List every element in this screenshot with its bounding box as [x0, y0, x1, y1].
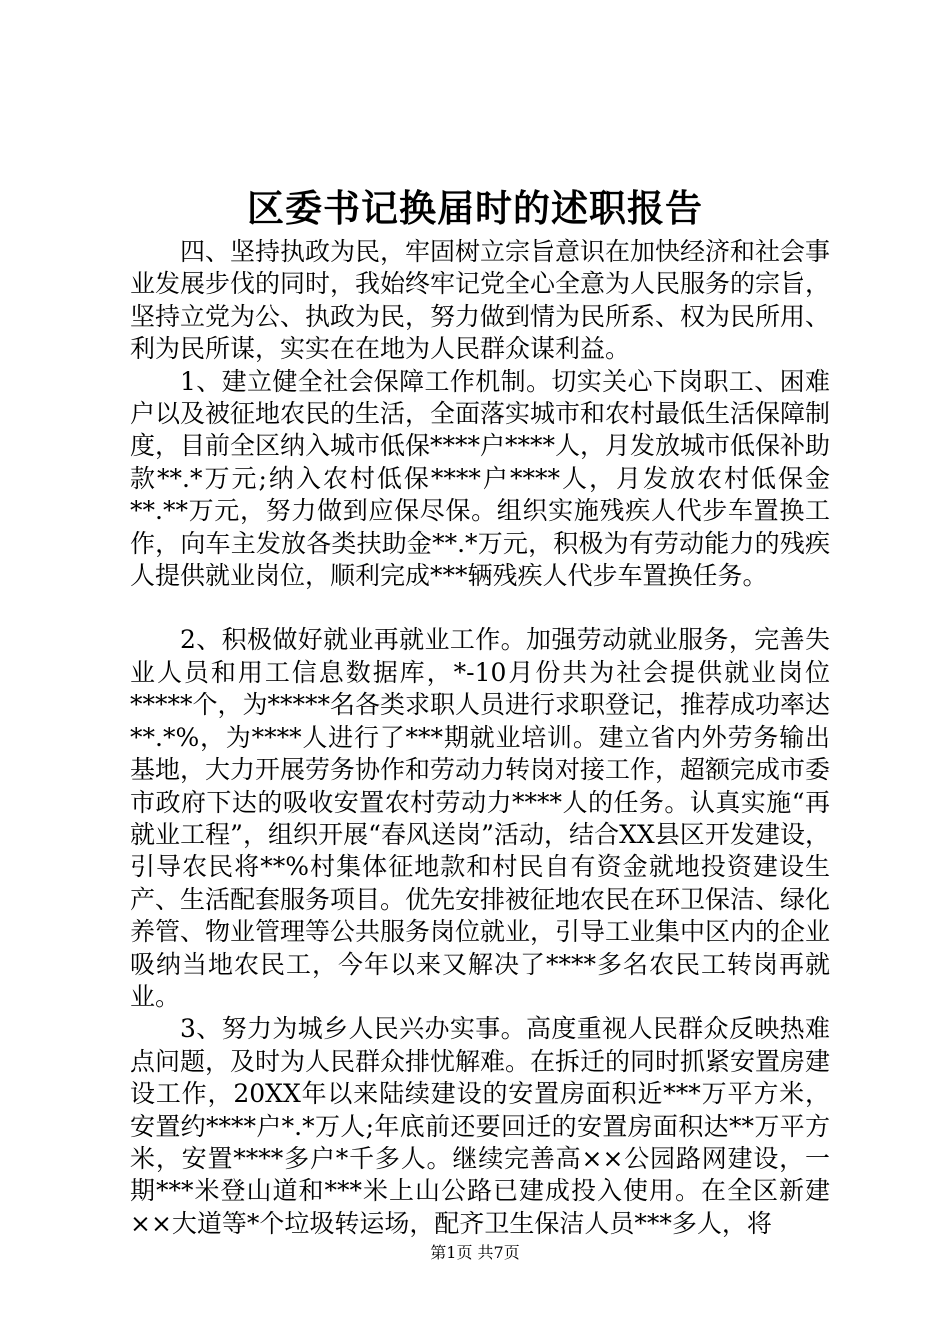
- paragraph-social-security: 1、建立健全社会保障工作机制。切实关心下岗职工、困难户以及被征地农民的生活，全面落实城市和农村最低生活保障制度，目前全区纳入城市低保****户****人，月发放城市低保补助款**.*万元;纳入农村低保****户****人，月发放农村低保金**.**万元，努力做到应保尽保。组织实施残疾人代步车置换工作，向车主发放各类扶助金**.*万元，积极为有劳动能力的残疾人提供就业岗位，顺利完成***辆残疾人代步车置换任务。: [130, 366, 831, 591]
- paragraph-employment: 2、积极做好就业再就业工作。加强劳动就业服务，完善失业人员和用工信息数据库，*-10月份共为社会提供就业岗位*****个，为*****名各类求职人员进行求职登记，推荐成功率达**.*%，为****人进行了***期就业培训。建立省内外劳务输出基地，大力开展劳务协作和劳动力转岗对接工作，超额完成市委市政府下达的吸收安置农村劳动力****人的任务。认真实施“再就业工程”，组织开展“春风送岗”活动，结合XX县区开发建设，引导农民将**%村集体征地款和村民自有资金就地投资建设生产、生活配套服务项目。优先安排被征地农民在环卫保洁、绿化养管、物业管理等公共服务岗位就业，引导工业集中区内的企业吸纳当地农民工，今年以来又解决了****多名农民工转岗再就业。: [130, 625, 831, 1011]
- document-title: 区委书记换届时的述职报告: [247, 186, 703, 230]
- page-number: 第1页 共7页: [430, 1243, 520, 1262]
- paragraph-intro: 四、坚持执政为民，牢固树立宗旨意识在加快经济和社会事业发展步伐的同时，我始终牢记党全心全意为人民服务的宗旨，坚持立党为公、执政为民，努力做到情为民所系、权为民所用、利为民所谋，实实在在地为人民群众谋利益。: [130, 237, 831, 364]
- document-body: [130, 236, 830, 1240]
- paragraph-practical-affairs: 3、努力为城乡人民兴办实事。高度重视人民群众反映热难点问题，及时为人民群众排忧解难。在拆迁的同时抓紧安置房建设工作，20XX年以来陆续建设的安置房面积近***万平方米，安置约****户*.*万人;年底前还要回迁的安置房面积达**万平方米，安置****多户*千多人。继续完善高××公园路网建设，一期***米登山道和***米上山公路已建成投入使用。在全区新建××大道等*个垃圾转运场，配齐卫生保洁人员***多人，将: [130, 1014, 831, 1238]
